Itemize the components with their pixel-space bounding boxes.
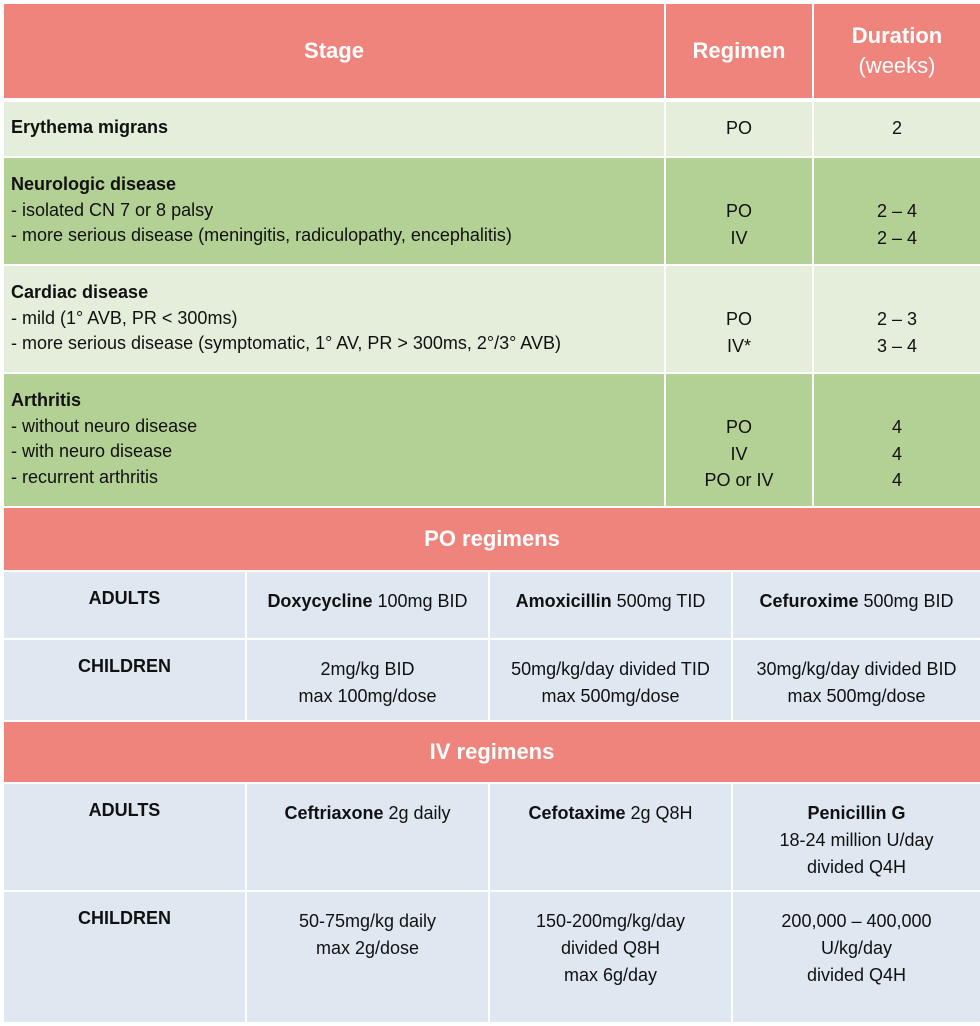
po-regimens-header	[4, 508, 980, 570]
regimen-dose-cell: 2mg/kg BID max 100mg/dose	[247, 640, 490, 722]
iv-regimens-header	[4, 720, 980, 782]
regimen-value: IV	[730, 227, 748, 248]
section-title: PO regimens	[4, 508, 980, 570]
regimen-dose-cell: 200,000 – 400,000 U/kg/day divided Q4H	[781, 911, 932, 985]
regimen-value: PO or IV	[704, 470, 774, 490]
stage-row-erythema	[4, 102, 980, 156]
stage-row-arthritis	[4, 374, 980, 506]
regimen-cell	[666, 102, 814, 156]
row-label-children: CHILDREN	[4, 640, 247, 722]
duration-value: 4	[891, 417, 902, 437]
stage-cell	[4, 266, 666, 372]
duration-value: 4	[891, 470, 902, 490]
regimen-header: Regimen	[666, 4, 814, 98]
stage-header: Stage	[4, 4, 666, 98]
row-label-children: CHILDREN	[4, 892, 247, 1022]
duration-cell	[814, 374, 980, 506]
stage-title: Arthritis	[11, 390, 82, 410]
stage-item: - recurrent arthritis	[11, 466, 159, 487]
duration-value: 3 – 4	[876, 335, 918, 356]
regimen-cell	[666, 374, 814, 506]
duration-cell	[814, 102, 980, 156]
regimen-drug-cell: Doxycycline 100mg BID	[247, 572, 490, 638]
stage-title: Neurologic disease	[11, 174, 177, 194]
duration-value: 2 – 3	[876, 309, 918, 329]
duration-cell	[814, 266, 980, 372]
regimen-dose-cell: 50mg/kg/day divided TID max 500mg/dose	[490, 640, 733, 722]
section-title: IV regimens	[4, 722, 980, 782]
regimen-drug-cell: Ceftriaxone 2g daily	[247, 784, 490, 890]
iv-children-row	[4, 890, 980, 1022]
regimen-value: IV	[730, 443, 748, 464]
regimen-cell	[666, 266, 814, 372]
regimen-drug-cell: Cefotaxime 2g Q8H	[490, 784, 733, 890]
row-label-adults: ADULTS	[4, 572, 247, 638]
regimen-dose-cell: 30mg/kg/day divided BID max 500mg/dose	[756, 659, 957, 706]
stage-cell	[4, 158, 666, 264]
duration-value: 2 – 4	[876, 201, 918, 221]
regimen-drug-cell: Penicillin G 18-24 million U/day divided Q4H	[779, 803, 934, 877]
regimen-value: IV*	[726, 335, 751, 356]
po-children-row	[4, 638, 980, 722]
duration-header: Duration (weeks)	[814, 4, 980, 98]
stage-row-neurologic	[4, 158, 980, 264]
duration-value: 2	[891, 118, 902, 138]
regimen-value: PO	[725, 309, 752, 329]
stage-title: Erythema migrans	[11, 117, 169, 137]
row-label-adults: ADULTS	[4, 784, 247, 890]
table-header	[4, 4, 980, 98]
duration-value: 2 – 4	[876, 227, 918, 248]
po-adults-row	[4, 570, 980, 638]
regimen-value: PO	[725, 118, 752, 138]
stage-row-cardiac	[4, 266, 980, 372]
regimen-value: PO	[725, 417, 752, 437]
regimen-cell	[666, 158, 814, 264]
regimen-drug-cell: Cefuroxime 500mg BID	[759, 591, 954, 611]
regimen-dose-cell: 50-75mg/kg daily max 2g/dose	[247, 892, 490, 1022]
stage-item: - isolated CN 7 or 8 palsy	[11, 199, 214, 220]
stage-item: - more serious disease (meningitis, radiculopathy, encephalitis)	[11, 225, 512, 245]
regimen-drug-cell: Amoxicillin 500mg TID	[490, 572, 733, 638]
stage-item: - with neuro disease	[11, 441, 173, 461]
stage-item: - mild (1° AVB, PR < 300ms)	[11, 307, 238, 328]
stage-title: Cardiac disease	[11, 282, 149, 302]
duration-value: 4	[891, 443, 902, 464]
stage-cell	[4, 102, 666, 156]
stage-item: - more serious disease (symptomatic, 1° AV, PR > 300ms, 2°/3° AVB)	[11, 333, 561, 353]
stage-item: - without neuro disease	[11, 415, 198, 436]
stage-cell	[4, 374, 666, 506]
duration-cell	[814, 158, 980, 264]
regimen-dose-cell: 150-200mg/kg/day divided Q8H max 6g/day	[490, 892, 733, 1022]
regimen-value: PO	[725, 201, 752, 221]
iv-adults-row	[4, 782, 980, 890]
